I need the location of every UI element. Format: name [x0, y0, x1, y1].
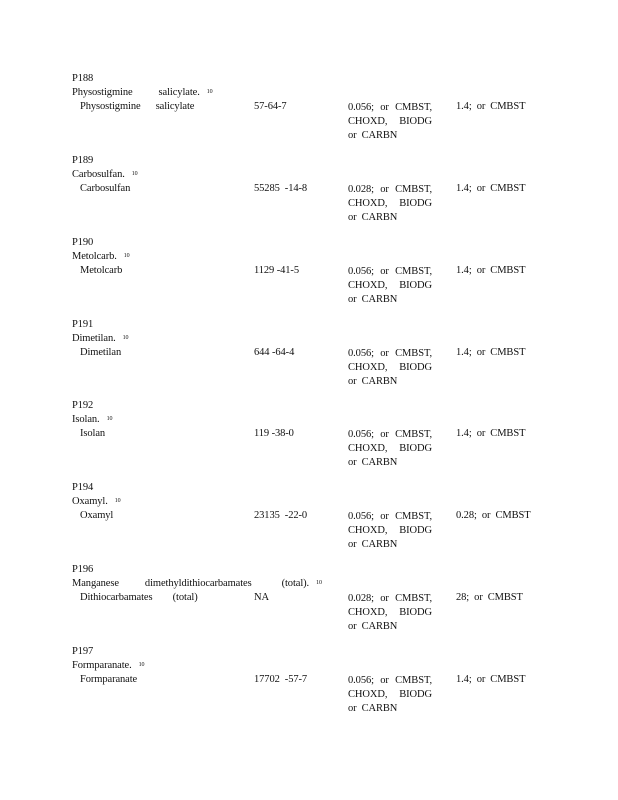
footnote-ref: 10	[123, 253, 130, 259]
waste-entry	[0, 482, 618, 564]
waste-entry	[0, 237, 618, 319]
waste-title	[72, 251, 130, 262]
cas-number: 119 -38-0	[254, 428, 294, 439]
waste-title	[72, 87, 213, 98]
nonwastewater-standard: 28; or CMBST	[456, 592, 523, 603]
constituent-row	[0, 265, 618, 315]
standard-token: BIODG	[399, 607, 432, 618]
standard-token: or	[380, 675, 389, 686]
standard-token: BIODG	[399, 525, 432, 536]
standard-token: or	[380, 102, 389, 113]
standard-token: CHOXD,	[348, 280, 388, 291]
cas-number: 55285 -14-8	[254, 183, 308, 194]
footnote-ref: 10	[131, 171, 138, 177]
standard-token: CMBST,	[395, 511, 432, 522]
waste-entry	[0, 73, 618, 155]
constituent-name: Isolan	[80, 428, 106, 439]
standard-token: CHOXD,	[348, 362, 388, 373]
standard-token: 0.056;	[348, 348, 374, 359]
nonwastewater-standard: 1.4; or CMBST	[456, 674, 526, 685]
standard-token: CMBST,	[395, 593, 432, 604]
waste-code: P192	[72, 400, 94, 411]
title-word: salicylate.	[158, 87, 200, 98]
waste-code: P190	[72, 237, 94, 248]
standard-token: CMBST,	[395, 675, 432, 686]
footnote-ref: 10	[206, 89, 213, 95]
nonwastewater-standard: 0.28; or CMBST	[456, 510, 531, 521]
waste-title	[72, 496, 121, 507]
standard-token: BIODG	[399, 362, 432, 373]
cas-number: 57-64-7	[254, 101, 287, 112]
waste-title	[72, 414, 112, 425]
standard-token: or	[380, 429, 389, 440]
standard-token: or CARBN	[348, 703, 398, 714]
cas-number: 23135 -22-0	[254, 510, 308, 521]
footnote-ref: 10	[316, 580, 322, 586]
cas-number: 17702 -57-7	[254, 674, 308, 685]
nonwastewater-standard: 1.4; or CMBST	[456, 265, 526, 276]
standard-token: 0.056;	[348, 266, 374, 277]
title-word: Carbosulfan.	[72, 169, 125, 180]
constituent-name: Metolcarb	[80, 265, 123, 276]
standard-token: or	[380, 593, 389, 604]
waste-entry	[0, 400, 618, 482]
standard-token: CMBST,	[395, 184, 432, 195]
standard-token: or	[380, 511, 389, 522]
cas-number: 1129 -41-5	[254, 265, 299, 276]
standard-token: or CARBN	[348, 539, 398, 550]
standard-token: CHOXD,	[348, 689, 388, 700]
standard-token: 0.028;	[348, 184, 374, 195]
nonwastewater-standard: 1.4; or CMBST	[456, 428, 526, 439]
waste-code: P197	[72, 646, 94, 657]
constituent-row	[0, 592, 618, 642]
standard-token: BIODG	[399, 689, 432, 700]
constituent-row	[0, 183, 618, 233]
constituent-row	[0, 347, 618, 397]
standard-token: CHOXD,	[348, 116, 388, 127]
waste-code: P191	[72, 319, 94, 330]
standard-token: or CARBN	[348, 621, 398, 632]
constituent-row	[0, 674, 618, 724]
wastewater-standard	[348, 347, 432, 389]
standard-token: 0.056;	[348, 429, 374, 440]
waste-code: P194	[72, 482, 94, 493]
standard-token: or CARBN	[348, 294, 398, 305]
constituent-row	[0, 510, 618, 560]
standard-token: 0.056;	[348, 102, 374, 113]
waste-code: P188	[72, 73, 94, 84]
constituent-name: Physostigmine salicylate	[80, 101, 195, 112]
standard-token: BIODG	[399, 280, 432, 291]
standard-token: CHOXD,	[348, 198, 388, 209]
standard-token: 0.028;	[348, 593, 374, 604]
waste-title	[72, 333, 128, 344]
title-word: Formparanate.	[72, 660, 132, 671]
title-word: Oxamyl.	[72, 496, 108, 507]
wastewater-standard	[348, 101, 432, 143]
constituent-name: Dimetilan	[80, 347, 122, 358]
title-word: Physostigmine	[72, 87, 133, 98]
nonwastewater-standard: 1.4; or CMBST	[456, 347, 526, 358]
standard-token: or	[380, 266, 389, 277]
standard-token: or CARBN	[348, 212, 398, 223]
standard-token: or CARBN	[348, 130, 398, 141]
cas-number: NA	[254, 592, 269, 603]
waste-title	[72, 578, 322, 589]
standard-token: CMBST,	[395, 266, 432, 277]
title-word: (total).	[281, 578, 310, 589]
wastewater-standard	[348, 510, 432, 552]
waste-entry	[0, 646, 618, 728]
constituent-name: Oxamyl	[80, 510, 114, 521]
cas-number: 644 -64-4	[254, 347, 295, 358]
waste-entry	[0, 319, 618, 401]
constituent-name: Dithiocarbamates (total)	[80, 592, 198, 603]
wastewater-standard	[348, 265, 432, 307]
standard-token: or CARBN	[348, 376, 398, 387]
wastewater-standard	[348, 592, 432, 634]
waste-code: P189	[72, 155, 94, 166]
constituent-row	[0, 428, 618, 478]
footnote-ref: 10	[122, 335, 129, 341]
title-word: Dimetilan.	[72, 333, 116, 344]
nonwastewater-standard: 1.4; or CMBST	[456, 183, 526, 194]
title-word: Isolan.	[72, 414, 100, 425]
constituent-row	[0, 101, 618, 151]
standard-token: CMBST,	[395, 102, 432, 113]
standard-token: CHOXD,	[348, 443, 388, 454]
title-word: Manganese	[72, 578, 119, 589]
standard-token: 0.056;	[348, 511, 374, 522]
waste-entry	[0, 564, 618, 646]
wastewater-standard	[348, 674, 432, 716]
constituent-name: Carbosulfan	[80, 183, 131, 194]
footnote-ref: 10	[106, 416, 113, 422]
standard-token: or	[380, 348, 389, 359]
standard-token: CHOXD,	[348, 607, 388, 618]
nonwastewater-standard: 1.4; or CMBST	[456, 101, 526, 112]
standard-token: BIODG	[399, 443, 432, 454]
title-word: dimethyldithiocarbamates	[144, 578, 252, 589]
standard-token: CMBST,	[395, 348, 432, 359]
standard-token: or	[380, 184, 389, 195]
waste-code: P196	[72, 564, 94, 575]
constituent-name: Formparanate	[80, 674, 138, 685]
title-word: Metolcarb.	[72, 251, 117, 262]
standard-token: 0.056;	[348, 675, 374, 686]
waste-title	[72, 169, 138, 180]
standard-token: CHOXD,	[348, 525, 388, 536]
footnote-ref: 10	[138, 662, 145, 668]
waste-entry	[0, 155, 618, 237]
standard-token: CMBST,	[395, 429, 432, 440]
footnote-ref: 10	[114, 498, 121, 504]
standard-token: BIODG	[399, 198, 432, 209]
standard-token: BIODG	[399, 116, 432, 127]
wastewater-standard	[348, 183, 432, 225]
standard-token: or CARBN	[348, 457, 398, 468]
wastewater-standard	[348, 428, 432, 470]
waste-title	[72, 660, 144, 671]
